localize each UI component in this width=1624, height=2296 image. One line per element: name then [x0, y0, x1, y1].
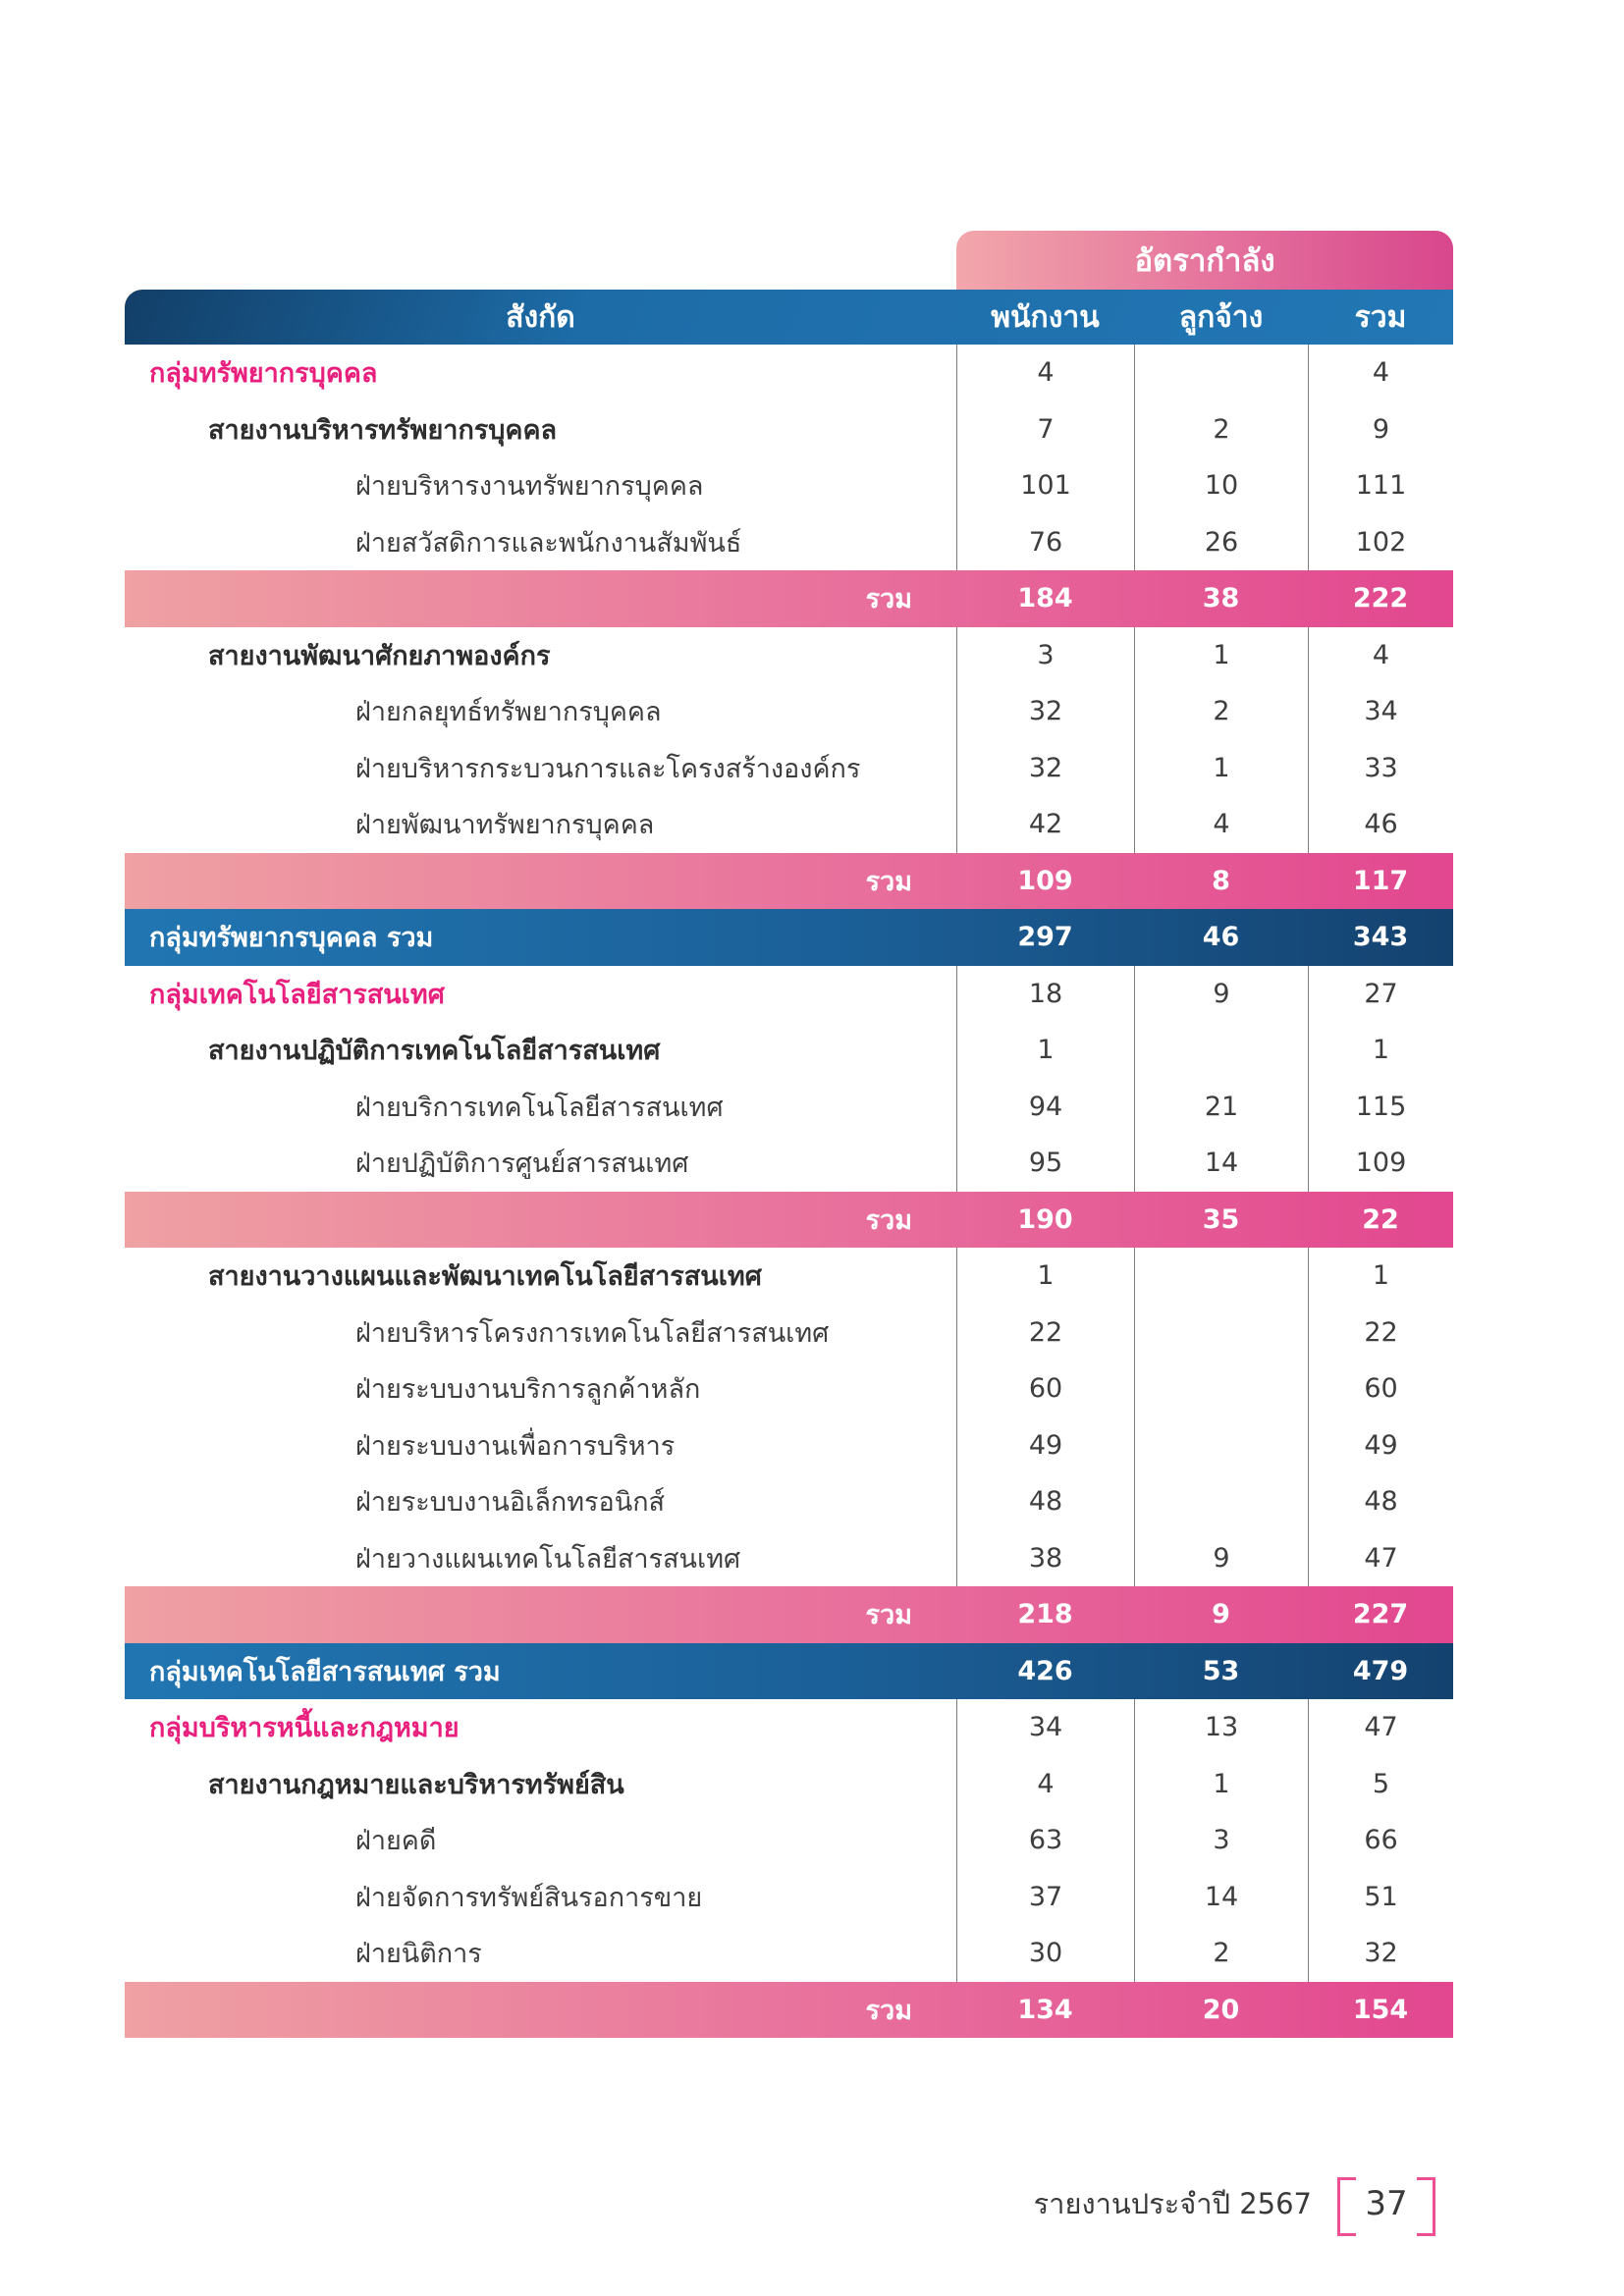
org-cell: สายงานปฏิบัติการเทคโนโลยีสารสนเทศ	[208, 1036, 661, 1067]
contractor-cell: 9	[1134, 1530, 1308, 1587]
contractor-cell: 26	[1134, 514, 1308, 571]
employee-cell: 4	[956, 345, 1134, 401]
employee-cell: 3	[956, 627, 1134, 684]
employee-cell: 32	[956, 683, 1134, 740]
contractor-cell: 35	[1202, 1203, 1240, 1235]
table-row	[125, 1699, 1453, 1756]
org-cell: ฝ่ายระบบงานอิเล็กทรอนิกส์	[355, 1487, 666, 1519]
total-cell: 32	[1308, 1925, 1453, 1982]
employee-cell: 18	[956, 966, 1134, 1023]
employee-cell: 49	[956, 1417, 1134, 1474]
org-cell: รวม	[865, 866, 912, 897]
column-header-contractor: ลูกจ้าง	[1178, 299, 1264, 335]
employee-cell: 95	[956, 1135, 1134, 1192]
total-cell: 154	[1352, 1994, 1409, 2025]
column-header-org: สังกัด	[506, 299, 575, 335]
contractor-cell: 13	[1134, 1699, 1308, 1756]
contractor-cell: 46	[1202, 922, 1240, 953]
total-cell: 22	[1308, 1305, 1453, 1362]
employee-cell: 63	[956, 1812, 1134, 1869]
table-row	[125, 457, 1453, 514]
page-number-bracket	[1337, 2177, 1435, 2230]
table-row	[125, 1925, 1453, 1982]
table-row	[125, 1756, 1453, 1813]
org-cell: ฝ่ายบริหารกระบวนการและโครงสร้างองค์กร	[355, 753, 861, 784]
total-cell: 4	[1308, 627, 1453, 684]
table-row	[125, 1192, 1453, 1249]
org-cell: ฝ่ายระบบงานบริการลูกค้าหลัก	[355, 1374, 701, 1406]
org-cell: กลุ่มทรัพยากรบุคคล	[149, 358, 378, 390]
contractor-cell: 1	[1134, 627, 1308, 684]
contractor-cell: 38	[1202, 583, 1240, 614]
table-row	[125, 1079, 1453, 1136]
employee-cell: 190	[1017, 1203, 1073, 1235]
contractor-cell: 1	[1134, 740, 1308, 797]
contractor-cell: 21	[1134, 1079, 1308, 1136]
table-row	[125, 966, 1453, 1023]
employee-cell: 1	[956, 1248, 1134, 1305]
contractor-cell: 1	[1134, 1756, 1308, 1813]
workforce-banner	[956, 231, 1453, 290]
org-cell: ฝ่ายพัฒนาทรัพยากรบุคคล	[355, 810, 655, 841]
table-row	[125, 1643, 1453, 1700]
org-cell: สายงานพัฒนาศักยภาพองค์กร	[208, 640, 551, 671]
total-cell: 479	[1352, 1655, 1409, 1686]
employee-cell: 34	[956, 1699, 1134, 1756]
contractor-cell: 3	[1134, 1812, 1308, 1869]
employee-cell: 184	[1017, 583, 1073, 614]
employee-cell: 426	[1017, 1655, 1073, 1686]
org-cell: ฝ่ายบริหารโครงการเทคโนโลยีสารสนเทศ	[355, 1317, 830, 1349]
org-cell: ฝ่ายสวัสดิการและพนักงานสัมพันธ์	[355, 527, 742, 559]
total-cell: 47	[1308, 1699, 1453, 1756]
total-cell: 343	[1352, 922, 1409, 953]
total-cell: 49	[1308, 1417, 1453, 1474]
table-row	[125, 1530, 1453, 1587]
employee-cell: 60	[956, 1361, 1134, 1417]
total-cell: 1	[1308, 1248, 1453, 1305]
org-cell: ฝ่ายจัดการทรัพย์สินรอการขาย	[355, 1882, 703, 1913]
employee-cell: 218	[1017, 1599, 1073, 1630]
table-row	[125, 853, 1453, 910]
contractor-cell: 53	[1202, 1655, 1240, 1686]
table-row	[125, 740, 1453, 797]
org-cell: รวม	[865, 1204, 912, 1236]
table-row	[125, 345, 1453, 401]
table-row	[125, 627, 1453, 684]
contractor-cell: 4	[1134, 796, 1308, 853]
contractor-cell	[1134, 1248, 1308, 1305]
employee-cell: 101	[956, 457, 1134, 514]
org-cell: สายงานบริหารทรัพยากรบุคคล	[208, 414, 558, 446]
table-row	[125, 1586, 1453, 1643]
employee-cell: 22	[956, 1305, 1134, 1362]
total-cell: 46	[1308, 796, 1453, 853]
total-cell: 48	[1308, 1473, 1453, 1530]
employee-cell: 109	[1017, 865, 1073, 896]
employee-cell: 1	[956, 1022, 1134, 1079]
contractor-cell	[1134, 1417, 1308, 1474]
report-title: รายงานประจำปี 2567	[1033, 2187, 1312, 2220]
table-row	[125, 570, 1453, 627]
table-row	[125, 1869, 1453, 1926]
total-cell: 34	[1308, 683, 1453, 740]
table-row	[125, 796, 1453, 853]
org-cell: กลุ่มทรัพยากรบุคคล รวม	[149, 923, 434, 954]
org-cell: รวม	[865, 1995, 912, 2026]
contractor-cell	[1134, 1473, 1308, 1530]
employee-cell: 32	[956, 740, 1134, 797]
contractor-cell: 2	[1134, 401, 1308, 458]
column-header-total: รวม	[1354, 299, 1407, 335]
total-cell: 47	[1308, 1530, 1453, 1587]
total-cell: 9	[1308, 401, 1453, 458]
total-cell: 51	[1308, 1869, 1453, 1926]
employee-cell: 76	[956, 514, 1134, 571]
org-cell: ฝ่ายระบบงานเพื่อการบริหาร	[355, 1430, 676, 1462]
org-cell: ฝ่ายคดี	[355, 1826, 437, 1857]
contractor-cell	[1134, 345, 1308, 401]
total-cell: 4	[1308, 345, 1453, 401]
employee-cell: 297	[1017, 922, 1073, 953]
org-cell: สายงานกฎหมายและบริหารทรัพย์สิน	[208, 1769, 624, 1800]
total-cell: 109	[1308, 1135, 1453, 1192]
contractor-cell: 8	[1212, 865, 1230, 896]
column-header-employee: พนักงาน	[991, 299, 1100, 335]
org-cell: กลุ่มบริหารหนี้และกฎหมาย	[149, 1713, 460, 1744]
table-row	[125, 1361, 1453, 1417]
total-cell: 33	[1308, 740, 1453, 797]
org-cell: กลุ่มเทคโนโลยีสารสนเทศ	[149, 979, 445, 1010]
table-row	[125, 1305, 1453, 1362]
workforce-banner-label: อัตรากำลัง	[1134, 243, 1275, 279]
table-row	[125, 1248, 1453, 1305]
table-row	[125, 683, 1453, 740]
total-cell: 111	[1308, 457, 1453, 514]
contractor-cell	[1134, 1361, 1308, 1417]
org-cell: ฝ่ายบริหารงานทรัพยากรบุคคล	[355, 471, 704, 503]
contractor-cell: 2	[1134, 683, 1308, 740]
contractor-cell	[1134, 1305, 1308, 1362]
employee-cell: 94	[956, 1079, 1134, 1136]
table-row	[125, 1022, 1453, 1079]
table-row	[125, 1417, 1453, 1474]
org-cell: รวม	[865, 584, 912, 615]
total-cell: 5	[1308, 1756, 1453, 1813]
table-row	[125, 1812, 1453, 1869]
total-cell: 22	[1362, 1203, 1399, 1235]
employee-cell: 48	[956, 1473, 1134, 1530]
contractor-cell: 10	[1134, 457, 1308, 514]
table-row	[125, 401, 1453, 458]
table-row	[125, 1473, 1453, 1530]
contractor-cell: 9	[1212, 1599, 1230, 1630]
contractor-cell: 20	[1202, 1994, 1240, 2025]
total-cell: 115	[1308, 1079, 1453, 1136]
employee-cell: 7	[956, 401, 1134, 458]
total-cell: 60	[1308, 1361, 1453, 1417]
contractor-cell: 2	[1134, 1925, 1308, 1982]
org-cell: ฝ่ายปฏิบัติการศูนย์สารสนเทศ	[355, 1148, 689, 1180]
employee-cell: 134	[1017, 1994, 1073, 2025]
table-row	[125, 1982, 1453, 2039]
org-cell: ฝ่ายวางแผนเทคโนโลยีสารสนเทศ	[355, 1543, 741, 1575]
total-cell: 102	[1308, 514, 1453, 571]
org-cell: ฝ่ายนิติการ	[355, 1939, 482, 1970]
contractor-cell: 14	[1134, 1869, 1308, 1926]
org-cell: สายงานวางแผนและพัฒนาเทคโนโลยีสารสนเทศ	[208, 1261, 762, 1293]
contractor-cell	[1134, 1022, 1308, 1079]
total-cell: 222	[1352, 583, 1409, 614]
employee-cell: 37	[956, 1869, 1134, 1926]
employee-cell: 38	[956, 1530, 1134, 1587]
org-cell: รวม	[865, 1600, 912, 1631]
org-cell: ฝ่ายกลยุทธ์ทรัพยากรบุคคล	[355, 697, 662, 728]
contractor-cell: 9	[1134, 966, 1308, 1023]
table-row	[125, 1135, 1453, 1192]
org-cell: ฝ่ายบริการเทคโนโลยีสารสนเทศ	[355, 1092, 724, 1123]
employee-cell: 4	[956, 1756, 1134, 1813]
table-row	[125, 909, 1453, 966]
total-cell: 27	[1308, 966, 1453, 1023]
employee-cell: 42	[956, 796, 1134, 853]
table-header	[125, 290, 1453, 345]
page-footer	[1034, 2177, 1435, 2230]
contractor-cell: 14	[1134, 1135, 1308, 1192]
total-cell: 117	[1352, 865, 1409, 896]
org-cell: กลุ่มเทคโนโลยีสารสนเทศ รวม	[149, 1656, 501, 1687]
total-cell: 1	[1308, 1022, 1453, 1079]
total-cell: 66	[1308, 1812, 1453, 1869]
page-number: 37	[1365, 2184, 1408, 2223]
table-body	[125, 345, 1453, 2038]
total-cell: 227	[1352, 1599, 1409, 1630]
employee-cell: 30	[956, 1925, 1134, 1982]
table-row	[125, 514, 1453, 571]
